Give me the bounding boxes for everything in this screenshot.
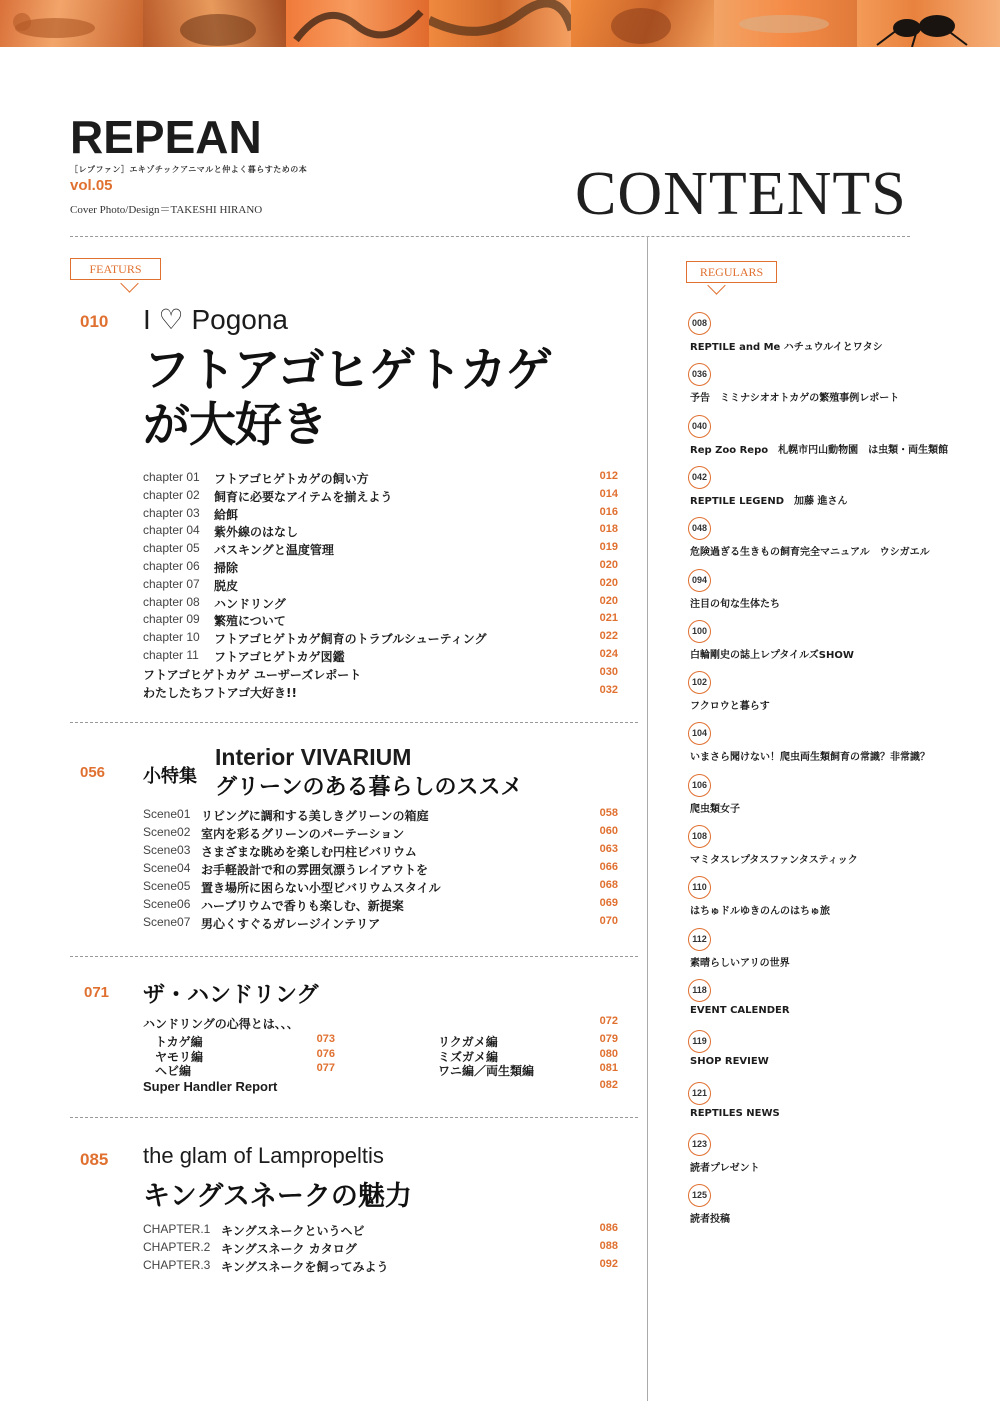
toc-entry[interactable] bbox=[143, 595, 618, 613]
feature-page-number: 085 bbox=[80, 1150, 109, 1169]
entry-label: Scene05 bbox=[143, 879, 191, 893]
regular-title[interactable]: 爬虫類女子 bbox=[690, 803, 740, 815]
feature-page-number: 056 bbox=[80, 764, 106, 781]
entry-page: 079 bbox=[599, 1033, 618, 1045]
entry-page: 070 bbox=[599, 915, 618, 927]
feature-eng-title: I ♡ Pogona bbox=[143, 304, 288, 335]
entry-title: ハーブリウムで香りも楽しむ、新提案 bbox=[201, 899, 404, 913]
entry-page: 058 bbox=[599, 807, 618, 819]
feature-kicker: 小特集 bbox=[143, 766, 197, 787]
entry-page: 012 bbox=[599, 470, 618, 482]
toc-entry[interactable] bbox=[143, 630, 618, 648]
entry-label: Scene06 bbox=[143, 897, 191, 911]
regular-title[interactable]: マミタスレプタスファンタスティック bbox=[690, 855, 858, 866]
section-divider bbox=[70, 722, 638, 723]
feature-page-number: 010 bbox=[80, 312, 109, 331]
feature-jp-title: キングスネークの魅力 bbox=[143, 1181, 412, 1212]
regular-title[interactable]: 予告 ミミナシオオトカゲの繁殖事例レポート bbox=[690, 393, 900, 405]
regular-title[interactable]: REPTILE and Me ハチュウルイとワタシ bbox=[690, 342, 883, 353]
entry-title: Super Handler Report bbox=[143, 1079, 278, 1094]
regular-title[interactable]: REPTILES NEWS bbox=[690, 1107, 780, 1119]
entry-title: リクガメ編 bbox=[438, 1035, 498, 1049]
header-photo-strip bbox=[0, 0, 1000, 47]
toc-entry[interactable] bbox=[143, 807, 618, 825]
entry-page: 022 bbox=[599, 630, 618, 643]
entry-label: Scene07 bbox=[143, 915, 191, 929]
toc-entry[interactable] bbox=[155, 1062, 335, 1080]
toc-entry[interactable] bbox=[143, 612, 618, 630]
entry-label: Scene04 bbox=[143, 861, 191, 875]
column-divider bbox=[647, 236, 648, 1401]
entry-label: CHAPTER.3 bbox=[143, 1258, 211, 1272]
entry-title: バスキングと温度管理 bbox=[214, 543, 334, 558]
entry-label: chapter 10 bbox=[143, 630, 200, 645]
entry-title: リビングに調和する美しきグリーンの箱庭 bbox=[201, 809, 429, 823]
toc-entry[interactable] bbox=[438, 1062, 618, 1080]
toc-entry[interactable] bbox=[143, 559, 618, 577]
entry-title: キングスネーク カタログ bbox=[221, 1242, 357, 1256]
entry-title: ハンドリングの心得とは、、、 bbox=[143, 1017, 299, 1031]
entry-label: chapter 06 bbox=[143, 559, 200, 573]
photo-frog bbox=[571, 0, 714, 47]
entry-page: 019 bbox=[599, 541, 618, 554]
toc-entry[interactable] bbox=[143, 861, 618, 879]
entry-title: フトアゴヒゲトカゲ ユーザーズレポート bbox=[143, 667, 362, 682]
toc-entry[interactable] bbox=[143, 897, 618, 915]
entry-title: 男心くすぐるガレージインテリア bbox=[201, 917, 381, 931]
regular-page-badge: 118 bbox=[688, 979, 711, 1002]
regular-page-badge: 119 bbox=[688, 1030, 711, 1053]
regular-title[interactable]: 危険過ぎる生きもの飼育完全マニュアル ウシガエル bbox=[690, 547, 930, 559]
regular-title[interactable]: EVENT CALENDER bbox=[690, 1004, 790, 1016]
regular-page-badge: 104 bbox=[688, 722, 711, 745]
entry-page: 086 bbox=[599, 1222, 618, 1234]
toc-entry[interactable] bbox=[143, 488, 618, 506]
regular-title[interactable]: Rep Zoo Repo 札幌市円山動物園 は虫類・両生類館 bbox=[690, 444, 949, 456]
header-divider bbox=[70, 236, 910, 237]
entry-page: 014 bbox=[599, 487, 618, 500]
entry-title: 繁殖について bbox=[214, 614, 286, 629]
entry-label: chapter 04 bbox=[143, 523, 200, 538]
regular-title[interactable]: いまさら聞けない！爬虫両生類飼育の常識？非常識？ bbox=[690, 752, 930, 764]
regular-page-badge: 100 bbox=[688, 620, 711, 643]
entry-page: 020 bbox=[599, 594, 618, 607]
entry-page: 077 bbox=[316, 1062, 335, 1074]
entry-page: 092 bbox=[599, 1258, 618, 1270]
regular-page-badge: 102 bbox=[688, 671, 711, 694]
entry-title: 脱皮 bbox=[214, 578, 239, 593]
entry-label: chapter 08 bbox=[143, 594, 200, 609]
toc-entry[interactable] bbox=[143, 825, 618, 843]
section-divider bbox=[70, 1117, 638, 1118]
toc-entry[interactable] bbox=[143, 879, 618, 897]
regular-page-badge: 123 bbox=[688, 1133, 711, 1156]
entry-page: 080 bbox=[599, 1047, 618, 1060]
volume-number: vol.05 bbox=[70, 177, 113, 194]
entry-title: キングスネークを飼ってみよう bbox=[221, 1260, 389, 1274]
regular-page-badge: 048 bbox=[688, 517, 711, 540]
entry-title: ヘビ編 bbox=[155, 1064, 192, 1078]
photo-tortoise bbox=[143, 0, 286, 47]
entry-page: 081 bbox=[599, 1062, 618, 1074]
regular-page-badge: 112 bbox=[688, 928, 711, 951]
entry-title: キングスネークというヘビ bbox=[221, 1224, 365, 1238]
toc-entry[interactable] bbox=[143, 506, 618, 524]
entry-title: わたしたちフトアゴ大好き!! bbox=[143, 685, 297, 700]
entry-label: Scene03 bbox=[143, 843, 191, 857]
entry-label: chapter 11 bbox=[143, 648, 199, 662]
regular-page-badge: 121 bbox=[688, 1082, 711, 1105]
regular-title[interactable]: フクロウと暮らす bbox=[690, 701, 770, 713]
toc-entry[interactable] bbox=[143, 843, 618, 861]
toc-entry[interactable] bbox=[143, 523, 618, 541]
feature-page-number: 071 bbox=[84, 984, 110, 1001]
toc-entry[interactable] bbox=[143, 577, 618, 595]
entry-title: ワニ編／両生類編 bbox=[438, 1064, 535, 1078]
entry-title: 掃除 bbox=[214, 561, 239, 575]
entry-label: chapter 05 bbox=[143, 541, 200, 556]
regular-page-badge: 036 bbox=[688, 363, 711, 386]
feature-eng-title: Interior VIVARIUM bbox=[215, 744, 412, 770]
regular-title[interactable]: 読者投稿 bbox=[690, 1214, 730, 1226]
features-tag: FEATURS bbox=[70, 258, 161, 280]
toc-entry[interactable] bbox=[143, 666, 618, 684]
entry-page: 030 bbox=[599, 665, 618, 678]
entry-label: chapter 07 bbox=[143, 576, 200, 591]
feature-eng-title: the glam of Lampropeltis bbox=[143, 1143, 384, 1168]
entry-page: 068 bbox=[599, 879, 618, 891]
regular-title[interactable]: 素晴らしいアリの世界 bbox=[690, 957, 790, 969]
entry-page: 016 bbox=[599, 505, 618, 518]
regular-title[interactable]: 読者プレゼント bbox=[690, 1162, 760, 1174]
entry-title: さまざまな眺めを楽しむ円柱ビバリウム bbox=[201, 845, 417, 859]
regulars-tag: REGULARS bbox=[686, 261, 777, 283]
entry-label: Scene02 bbox=[143, 825, 191, 839]
toc-entry[interactable] bbox=[143, 1222, 618, 1240]
entry-title: 室内を彩るグリーンのパーテーション bbox=[201, 827, 405, 841]
entry-page: 063 bbox=[599, 843, 618, 855]
entry-title: 給餌 bbox=[214, 507, 239, 522]
entry-title: ヤモリ編 bbox=[155, 1049, 204, 1064]
entry-page: 060 bbox=[599, 825, 618, 837]
entry-title: トカゲ編 bbox=[155, 1035, 203, 1049]
magazine-tagline: ［レプファン］エキゾチックアニマルと仲よく暮らすための本 bbox=[70, 165, 308, 174]
entry-label: chapter 09 bbox=[143, 612, 200, 627]
feature-jp-title: が大好き bbox=[143, 398, 327, 453]
toc-entry[interactable] bbox=[143, 684, 618, 702]
entry-page: 073 bbox=[316, 1033, 335, 1045]
regular-page-badge: 106 bbox=[688, 774, 711, 797]
magazine-logo: REPEAN bbox=[70, 111, 262, 163]
entry-title: フトアゴヒゲトカゲの飼い方 bbox=[214, 472, 369, 486]
feature-jp-title: フトアゴヒゲトカゲ bbox=[143, 343, 552, 398]
cover-credit: Cover Photo/Design＝TAKESHI HIRANO bbox=[70, 204, 263, 216]
entry-title: 置き場所に困らない小型ビバリウムスタイル bbox=[201, 881, 441, 895]
regular-page-badge: 110 bbox=[688, 876, 711, 899]
entry-label: Scene01 bbox=[143, 807, 191, 821]
entry-label: chapter 03 bbox=[143, 505, 200, 520]
regular-page-badge: 040 bbox=[688, 415, 711, 438]
section-divider bbox=[70, 956, 638, 957]
entry-label: chapter 02 bbox=[143, 487, 200, 502]
regular-page-badge: 125 bbox=[688, 1184, 711, 1207]
entry-page: 024 bbox=[599, 648, 618, 660]
regular-title[interactable]: 注目の旬な生体たち bbox=[690, 598, 780, 610]
regular-title[interactable]: SHOP REVIEW bbox=[690, 1056, 769, 1068]
regular-page-badge: 094 bbox=[688, 569, 711, 592]
entry-title: お手軽設計で和の雰囲気漂うレイアウトを bbox=[201, 863, 429, 877]
photo-snake bbox=[286, 0, 429, 47]
regular-page-badge: 108 bbox=[688, 825, 711, 848]
photo-ant bbox=[857, 0, 1000, 47]
toc-entry[interactable] bbox=[143, 1079, 618, 1097]
entry-page: 076 bbox=[316, 1047, 335, 1060]
entry-label: chapter 01 bbox=[143, 470, 200, 484]
photo-kingsnake bbox=[429, 0, 572, 47]
photo-gecko bbox=[714, 0, 857, 47]
feature-jp-title: ザ・ハンドリング bbox=[143, 983, 319, 1008]
photo-bearded-dragon bbox=[0, 0, 143, 47]
regular-title[interactable]: 白輪剛史の誌上レプタイルズSHOW bbox=[690, 649, 854, 661]
entry-page: 066 bbox=[599, 861, 618, 873]
regular-title[interactable]: REPTILE LEGEND 加藤 進さん bbox=[690, 495, 848, 507]
entry-title: ミズガメ編 bbox=[438, 1049, 499, 1064]
toc-entry[interactable] bbox=[143, 648, 618, 666]
regular-title[interactable]: はちゅドルゆきのんのはちゅ旅 bbox=[690, 906, 830, 918]
entry-title: 紫外線のはなし bbox=[214, 525, 299, 540]
entry-title: 飼育に必要なアイテムを揃えよう bbox=[214, 489, 393, 504]
toc-entry[interactable] bbox=[143, 1015, 618, 1033]
entry-page: 020 bbox=[599, 576, 618, 589]
regular-page-badge: 008 bbox=[688, 312, 711, 335]
entry-page: 069 bbox=[599, 897, 618, 909]
entry-page: 032 bbox=[599, 683, 618, 696]
entry-title: フトアゴヒゲトカゲ飼育のトラブルシューティング bbox=[214, 632, 487, 647]
toc-entry[interactable] bbox=[143, 541, 618, 559]
toc-entry[interactable] bbox=[143, 1240, 618, 1258]
entry-label: CHAPTER.1 bbox=[143, 1222, 211, 1236]
entry-title: ハンドリング bbox=[214, 596, 286, 611]
toc-entry[interactable] bbox=[143, 1258, 618, 1276]
entry-page: 021 bbox=[599, 612, 618, 625]
regular-page-badge: 042 bbox=[688, 466, 711, 489]
feature-jp-title: グリーンのある暮らしのススメ bbox=[215, 775, 523, 800]
entry-page: 020 bbox=[599, 559, 618, 571]
entry-label: CHAPTER.2 bbox=[143, 1240, 211, 1254]
entry-page: 072 bbox=[599, 1015, 618, 1027]
entry-title: フトアゴヒゲトカゲ図鑑 bbox=[214, 650, 345, 664]
toc-entry[interactable] bbox=[143, 915, 618, 933]
entry-page: 018 bbox=[599, 523, 618, 536]
toc-entry[interactable] bbox=[143, 470, 618, 488]
entry-page: 082 bbox=[599, 1079, 618, 1091]
entry-page: 088 bbox=[599, 1240, 618, 1252]
page-title: CONTENTS bbox=[575, 160, 907, 228]
